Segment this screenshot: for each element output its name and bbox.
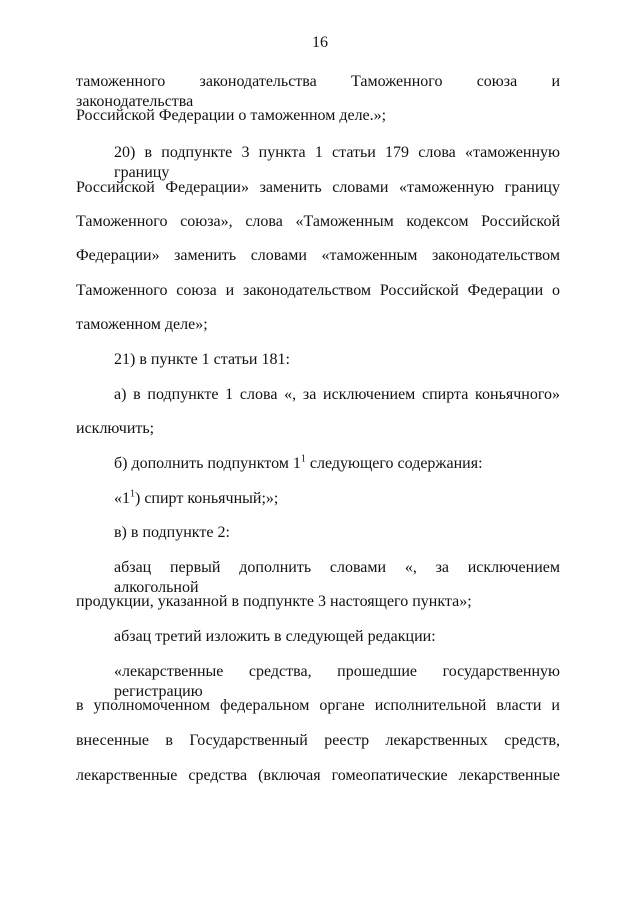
- text-line: в уполномоченном федеральном органе исполнительной власти и: [76, 697, 560, 714]
- text-line: 20) в подпункте 3 пункта 1 статьи 179 слова «таможенную границу: [114, 144, 560, 181]
- text-fragment: ) спирт коньячный;»;: [135, 490, 279, 507]
- text-line: 21) в пункте 1 статьи 181:: [114, 351, 290, 368]
- text-line: продукции, указанной в подпункте 3 настоящего пункта»;: [76, 593, 472, 610]
- text-line: Таможенного союза», слова «Таможенным кодексом Российской: [76, 213, 560, 230]
- text-line: таможенного законодательства Таможенного союза и законодательства: [76, 73, 560, 110]
- text-fragment: «1: [114, 490, 130, 507]
- text-line: абзац первый дополнить словами «, за исключением алкогольной: [114, 559, 560, 596]
- text-line: исключить;: [76, 420, 155, 437]
- text-line: Таможенного союза и законодательством Российской Федерации о: [76, 282, 560, 299]
- text-line: таможенном деле»;: [76, 316, 208, 333]
- text-line: лекарственные средства (включая гомеопатические лекарственные: [76, 767, 560, 784]
- superscript: 1: [130, 488, 135, 500]
- text-fragment: б) дополнить подпунктом 1: [114, 455, 301, 472]
- page-number: 16: [312, 34, 328, 51]
- text-fragment: следующего содержания:: [305, 455, 483, 472]
- text-line: [114, 489, 560, 509]
- text-line: «лекарственные средства, прошедшие государственную регистрацию: [114, 663, 560, 700]
- text-line: внесенные в Государственный реестр лекарственных средств,: [76, 732, 560, 749]
- text-line: Федерации» заменить словами «таможенным законодательством: [76, 247, 560, 264]
- text-line: [114, 454, 560, 474]
- text-line: а) в подпункте 1 слова «, за исключением спирта коньячного»: [114, 386, 560, 403]
- superscript: 1: [300, 453, 306, 465]
- text-line: Российской Федерации» заменить словами «таможенную границу: [76, 179, 560, 196]
- text-line: Российской Федерации о таможенном деле.»;: [76, 107, 387, 124]
- text-line: в) в подпункте 2:: [114, 524, 230, 541]
- text-line: абзац третий изложить в следующей редакции:: [114, 628, 436, 645]
